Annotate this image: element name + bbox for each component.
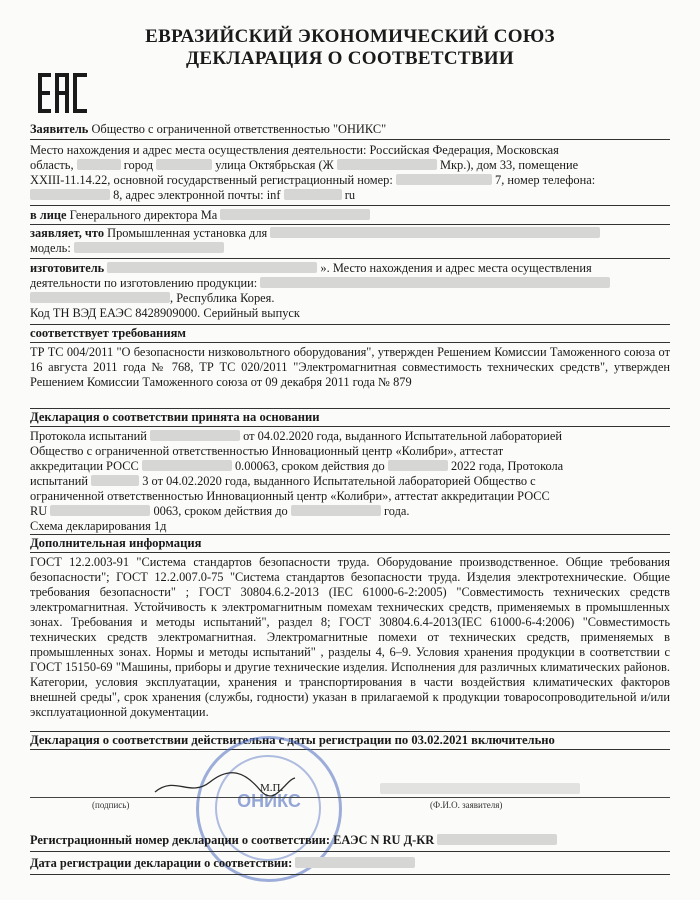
model-label: модель: — [30, 241, 71, 255]
address-text: область, — [30, 158, 74, 172]
divider — [30, 224, 670, 225]
redacted-text — [142, 460, 232, 471]
manufacturer-row — [30, 261, 670, 321]
redacted-text — [388, 460, 448, 471]
divider — [30, 851, 670, 852]
basis-text-part: испытаний — [30, 474, 89, 488]
signature-line — [30, 797, 670, 798]
address-text: Мкр.), дом 33, помещение — [439, 158, 579, 172]
redacted-text — [30, 292, 170, 303]
scheme-text: Схема декларирования 1д — [30, 519, 167, 533]
divider — [30, 205, 670, 206]
mp-label: М.П. — [260, 782, 284, 794]
redacted-text — [220, 209, 370, 220]
address-text: ru — [344, 188, 356, 202]
divider — [30, 874, 670, 875]
address-text: 7, номер телефона: — [495, 173, 596, 187]
divider — [30, 258, 670, 259]
hs-code: Код ТН ВЭД ЕАЭС 8428909000. Серийный выпуск — [30, 306, 300, 320]
representative-value: Генерального директора Ма — [69, 208, 218, 222]
address-line — [30, 173, 670, 188]
requirements-header: соответствует требованиям — [30, 326, 186, 340]
address-line — [30, 188, 670, 203]
address-line: Место нахождения и адрес места осуществления деятельности: Российская Федерация, Московская — [30, 143, 559, 157]
basis-text-part: 0.00063, сроком действия до — [234, 459, 385, 473]
divider — [30, 749, 670, 750]
basis-text-part: 2022 года, Протокола — [450, 459, 564, 473]
declares-value: Промышленная установка для — [107, 226, 268, 240]
applicant-row — [30, 122, 670, 137]
requirements-text: ТР ТС 004/2011 "О безопасности низковольтного оборудования", утвержден Решением Комиссии Таможенного союза от 16 августа 2011 года № 768, ТР ТС 020/2011 "Электромагнитная совместимость технических средств", утвержден Решением Комиссии Таможенного союза от 09 декабря 2011 года № 879 — [30, 345, 670, 389]
redacted-text — [437, 834, 557, 845]
applicant-label: Заявитель — [30, 122, 89, 136]
fio-caption: (Ф.И.О. заявителя) — [430, 800, 503, 810]
stamp-text: ОНИКС — [237, 791, 301, 811]
basis-text-part: RU — [30, 504, 48, 518]
divider — [30, 342, 670, 343]
basis-text — [30, 429, 670, 534]
redacted-text — [260, 277, 610, 288]
basis-text-part: Протокола испытаний — [30, 429, 147, 443]
basis-text-part: ограниченной ответственностью Инновационный центр «Колибри», аттестат аккредитации РОСС — [30, 489, 550, 503]
address-text: 8, адрес электронной почты: inf — [113, 188, 281, 202]
redacted-text — [156, 159, 212, 170]
validity-text: Декларация о соответствии действительна с даты регистрации по 03.02.2021 включительно — [30, 733, 555, 747]
address-text: XXIII-11.14.22, основной государственный регистрационный номер: — [30, 173, 393, 187]
manufacturer-text: , Республика Корея. — [170, 291, 275, 305]
manufacturer-label: изготовитель — [30, 261, 105, 275]
divider — [30, 534, 670, 535]
manufacturer-text: ». Место нахождения и адрес места осуществления — [320, 261, 592, 275]
declares-label: заявляет, что — [30, 226, 105, 240]
additional-text: ГОСТ 12.2.003-91 "Система стандартов безопасности труда. Оборудование производственное. Общие требования безопасности"; ГОСТ 12.2.007.0-75 "Система стандартов безопасности труда. Изделия электротехнические. Общие требования безопасности" ; ГОСТ 30804.6.2-2013 (IEC 61000-6-2:2005) "Совместимость технических средств электромагнитная. Устойчивость к электромагнитным помехам технических средств, применяемых в промышленных зонах. Требования и методы испытаний", раздел 8; ГОСТ 30804.6.4-2013(IEC 61000-6-4:2006) "Совместимость технических средств электромагнитная. Электромагнитные помехи от технических средств, применяемых в промышленных зонах. Нормы и методы испытаний" , разделы 4, 6–9. Условия хранения продукции в соответствии с ГОСТ 15150-69 "Машины, приборы и другие технические изделия. Исполнения для различных климатических районов. Категории, условия эксплуатации, хранения и транспортирования в части воздействия климатических факторов внешней среды", срок хранения (службы, годности) указан в прилагаемой к продукции товаросопроводительной и/или эксплуатационной документации. — [30, 555, 670, 719]
redacted-text — [50, 505, 150, 516]
applicant-address — [30, 143, 670, 203]
redacted-text — [295, 857, 415, 868]
signature-caption: (подпись) — [92, 800, 130, 810]
representative-row — [30, 208, 670, 223]
manufacturer-text: деятельности по изготовлению продукции: — [30, 276, 258, 290]
registration-date-label: Дата регистрации декларации о соответствии: — [30, 856, 293, 870]
divider — [30, 552, 670, 553]
redacted-text — [30, 189, 110, 200]
registration-number-value: ЕАЭС N RU Д-КR — [333, 833, 435, 847]
divider — [30, 324, 670, 325]
divider — [30, 408, 670, 409]
document-title-union: ЕВРАЗИЙСКИЙ ЭКОНОМИЧЕСКИЙ СОЮЗ — [145, 26, 555, 47]
address-line — [30, 158, 670, 173]
divider — [30, 426, 670, 427]
redacted-text — [291, 505, 381, 516]
declares-row — [30, 226, 670, 256]
registration-date-row — [30, 856, 670, 871]
eac-logo-icon — [36, 70, 90, 116]
redacted-text — [91, 475, 139, 486]
basis-text-part: года. — [383, 504, 410, 518]
redacted-text — [107, 262, 317, 273]
basis-text-part: Общество с ограниченной ответственностью Инновационный центр «Колибри», аттестат — [30, 444, 504, 458]
basis-text-part: аккредитации РОСС — [30, 459, 139, 473]
basis-text-part: от 04.02.2020 года, выданного Испытательной лабораторией — [243, 429, 563, 443]
registration-number-label: Регистрационный номер декларации о соответствии: — [30, 833, 331, 847]
additional-header: Дополнительная информация — [30, 536, 202, 550]
address-text: улица Октябрьская (Ж — [215, 158, 334, 172]
representative-label: в лице — [30, 208, 67, 222]
redacted-text — [284, 189, 342, 200]
registration-number-row — [30, 833, 670, 848]
redacted-text — [337, 159, 437, 170]
address-text: город — [123, 158, 154, 172]
redacted-text — [270, 227, 600, 238]
applicant-name-faded — [380, 782, 580, 797]
applicant-value: Общество с ограниченной ответственностью "ОНИКС" — [91, 122, 387, 136]
redacted-text — [396, 174, 492, 185]
document-title-declaration: ДЕКЛАРАЦИЯ О СООТВЕТСТВИИ — [186, 48, 514, 69]
divider — [30, 731, 670, 732]
redacted-text — [77, 159, 121, 170]
basis-text-part: 0063, сроком действия до — [153, 504, 288, 518]
basis-header: Декларация о соответствии принята на основании — [30, 410, 320, 424]
redacted-text — [150, 430, 240, 441]
divider — [30, 139, 670, 140]
redacted-text — [74, 242, 224, 253]
basis-text-part: 3 от 04.02.2020 года, выданного Испытательной лабораторией Общество с — [142, 474, 536, 488]
